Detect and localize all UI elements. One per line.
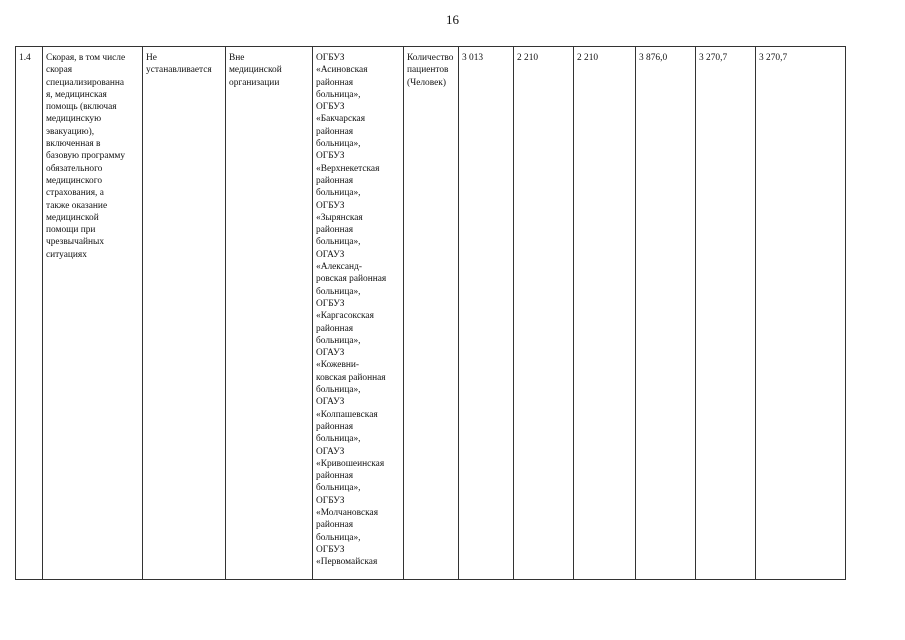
org-line: ОГБУЗ <box>316 151 345 162</box>
service-line: также оказание <box>46 200 108 211</box>
service-line: медицинской <box>46 212 99 223</box>
service-line: обязательного <box>46 163 103 174</box>
service-line: специализированна <box>46 77 125 88</box>
org-line: «Молчановская <box>316 507 379 518</box>
org-line: ОГБУЗ <box>316 298 345 309</box>
org-line: ОГАУЗ <box>316 348 345 359</box>
value-text: 3 876,0 <box>639 53 668 63</box>
value-text: 3 270,7 <box>699 53 728 63</box>
indicator-line: (Человек) <box>407 77 446 88</box>
org-line: больница», <box>316 434 361 445</box>
org-line: больница», <box>316 139 361 150</box>
org-line: районная <box>316 77 354 88</box>
service-line: базовую программу <box>46 151 126 162</box>
org-line: ОГБУЗ <box>316 544 345 555</box>
service-line: чрезвычайных <box>46 237 105 248</box>
org-line: районная <box>316 471 354 482</box>
value-text: 3 270,7 <box>759 53 788 63</box>
condition-line: организации <box>229 77 280 88</box>
indicator-cell <box>404 47 459 580</box>
page-number: 16 <box>446 12 459 27</box>
value-cell <box>574 47 636 580</box>
value-cell <box>636 47 696 580</box>
condition-line: Вне <box>229 53 245 63</box>
org-line: «Зырянская <box>316 212 363 223</box>
org-line: «Кожевни- <box>316 360 360 371</box>
service-cell <box>43 47 143 580</box>
condition-line: медицинской <box>229 65 282 76</box>
org-line: ОГАУЗ <box>316 249 345 260</box>
value-text: 3 013 <box>462 53 484 63</box>
org-line: «Колпашевская <box>316 409 378 420</box>
org-line: больница», <box>316 237 361 248</box>
row-number: 1.4 <box>19 53 31 63</box>
criterion-cell <box>143 47 226 580</box>
service-line: скорая <box>46 65 73 76</box>
org-line: ковская районная <box>316 372 386 383</box>
service-line: ситуациях <box>46 249 87 260</box>
service-line: эвакуацию), <box>46 126 95 137</box>
org-line: ОГБУЗ <box>316 53 345 63</box>
service-line: включенная в <box>46 139 101 150</box>
org-line: районная <box>316 520 354 531</box>
org-line: районная <box>316 421 354 432</box>
service-line: помощь (включая <box>46 102 117 113</box>
value-cell <box>756 47 846 580</box>
org-line: районная <box>316 175 354 186</box>
org-line: «Александ- <box>316 262 362 273</box>
org-line: ровская районная <box>316 274 387 285</box>
criterion-text: Не устанавливается <box>146 53 212 76</box>
org-line: ОГБУЗ <box>316 495 345 506</box>
service-line: медицинского <box>46 175 103 186</box>
value-cell <box>514 47 574 580</box>
org-line: больница», <box>316 335 361 346</box>
org-line: «Первомайская <box>316 557 378 568</box>
org-line: ОГАУЗ <box>316 397 345 408</box>
program-table <box>15 46 846 580</box>
indicator-line: пациентов <box>407 65 449 76</box>
org-line: больница», <box>316 532 361 543</box>
org-line: больница», <box>316 483 361 494</box>
org-line: «Бакчарская <box>316 114 366 125</box>
value-text: 2 210 <box>577 53 599 63</box>
org-line: больница», <box>316 89 361 100</box>
value-cell <box>459 47 514 580</box>
org-line: «Кривошеинская <box>316 458 385 469</box>
org-line: больница», <box>316 286 361 297</box>
service-line: Скорая, в том числе <box>46 53 126 63</box>
org-line: больница», <box>316 385 361 396</box>
org-line: «Асиновская <box>316 65 368 76</box>
value-text: 2 210 <box>517 53 539 63</box>
service-line: я, медицинская <box>46 89 107 100</box>
condition-cell <box>226 47 313 580</box>
org-line: больница», <box>316 188 361 199</box>
org-line: ОГАУЗ <box>316 446 345 457</box>
org-line: районная <box>316 225 354 236</box>
org-line: «Каргасокская <box>316 311 374 322</box>
organizations-cell <box>313 47 404 580</box>
row-number-cell <box>16 47 43 580</box>
org-line: районная <box>316 126 354 137</box>
org-line: ОГБУЗ <box>316 200 345 211</box>
service-line: помощи при <box>46 225 96 236</box>
value-cell <box>696 47 756 580</box>
service-line: медицинскую <box>46 114 102 125</box>
indicator-line: Количество <box>407 53 454 63</box>
org-line: «Верхнекетская <box>316 163 380 174</box>
service-line: страхования, а <box>46 188 104 199</box>
org-line: ОГБУЗ <box>316 102 345 113</box>
org-line: районная <box>316 323 354 334</box>
table-row <box>16 47 846 580</box>
